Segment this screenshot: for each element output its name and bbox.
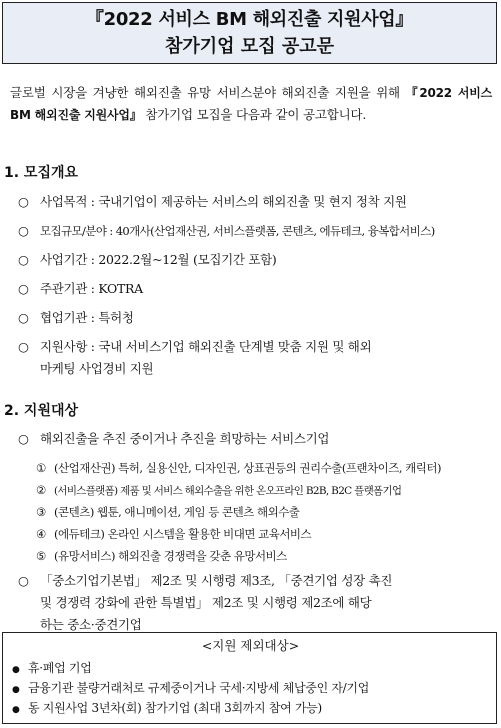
filled-circle-icon: ●	[12, 705, 20, 715]
overview-item: ○ 사업목적 : 국내기업이 제공하는 서비스의 해외진출 및 현지 정착 지원	[18, 191, 492, 213]
overview-item: ○ 모집규모/분야 : 40개사(산업재산권, 서비스플랫폼, 콘텐츠, 에듀테크, 융복합서비스)	[18, 220, 492, 242]
eligibility-subitem: ③ (콘텐츠) 웹툰, 애니메이션, 게임 등 콘텐츠 해외수출	[36, 502, 496, 522]
eligibility-lead: ○ 해외진출을 추진 중이거나 추진을 희망하는 서비스기업	[18, 428, 492, 450]
overview-item-continuation: 마케팅 사업경비 지원	[40, 361, 154, 376]
circle-bullet-icon: ○	[18, 573, 29, 588]
number-3-icon: ③	[36, 505, 46, 519]
number-4-icon: ④	[36, 527, 46, 541]
exclusion-item: ● 금융기관 불량거래처로 규제중이거나 국세·지방세 체납중인 자/기업	[12, 678, 492, 700]
filled-circle-icon: ●	[12, 685, 20, 695]
overview-item: ○ 지원사항 : 국내 서비스기업 해외진출 단계별 맞춤 지원 및 해외 마케팅 사업경비 지원	[18, 336, 492, 380]
intro-text-1: 글로벌 시장을 겨냥한 해외진출 유망 서비스분야 해외진출 지원을 위해	[10, 85, 406, 100]
filled-circle-icon: ●	[12, 665, 20, 675]
page-title: 『2022 서비스 BM 해외진출 지원사업』	[85, 9, 414, 30]
circle-bullet-icon: ○	[18, 252, 29, 267]
exclusion-title: <지원 제외대상>	[201, 638, 300, 653]
section-heading-overview: 1. 모집개요	[4, 165, 79, 181]
overview-item: ○ 주관기관 : KOTRA	[18, 278, 492, 300]
exclusion-item: ● 휴·폐업 기업	[12, 658, 492, 680]
eligibility-subitem: ④ (에듀테크) 온라인 시스템을 활용한 비대면 교육서비스	[36, 524, 496, 544]
number-2-icon: ②	[36, 483, 46, 497]
overview-item: ○ 사업기간 : 2022.2월~12월 (모집기간 포함)	[18, 249, 492, 271]
intro-text-2: 참가기업 모집을 다음과 같이 공고합니다.	[141, 107, 367, 122]
circle-bullet-icon: ○	[18, 431, 29, 446]
circle-bullet-icon: ○	[18, 310, 29, 325]
overview-item: ○ 협업기관 : 특허청	[18, 307, 492, 329]
intro-paragraph	[10, 82, 492, 126]
eligibility-legal: ○ 「중소기업기본법」 제2조 및 시행령 제3조, 「중견기업 성장 촉진 및 경쟁력 강화에 관한 특별법」 제2조 및 시행령 제2조에 해당 하는 중소·중견기업	[18, 570, 492, 636]
circle-bullet-icon: ○	[18, 281, 29, 296]
number-5-icon: ⑤	[36, 549, 46, 563]
eligibility-subitem: ② (서비스플랫폼) 제품 및 서비스 해외수출을 위한 온오프라인 B2B, B2C 플랫폼기업	[36, 480, 496, 501]
section-heading-eligibility: 2. 지원대상	[4, 403, 79, 419]
circle-bullet-icon: ○	[18, 194, 29, 209]
circle-bullet-icon: ○	[18, 339, 29, 354]
eligibility-subitem: ① (산업재산권) 특허, 실용신안, 디자인권, 상표권등의 권리수출(프랜차이즈, 캐릭터)	[36, 458, 496, 478]
page-subtitle: 참가기업 모집 공고문	[164, 36, 335, 57]
circle-bullet-icon: ○	[18, 223, 29, 238]
number-1-icon: ①	[36, 461, 46, 475]
title-box	[2, 2, 497, 64]
eligibility-subitem: ⑤ (유망서비스) 해외진출 경쟁력을 갖춘 유망서비스	[36, 546, 496, 566]
exclusion-item: ● 동 지원사업 3년차(회) 참가기업 (최대 3회까지 참여 가능)	[12, 698, 492, 720]
intro-program-name: 『2022 서비스 BM 해외진출 지원사업』	[10, 86, 492, 122]
